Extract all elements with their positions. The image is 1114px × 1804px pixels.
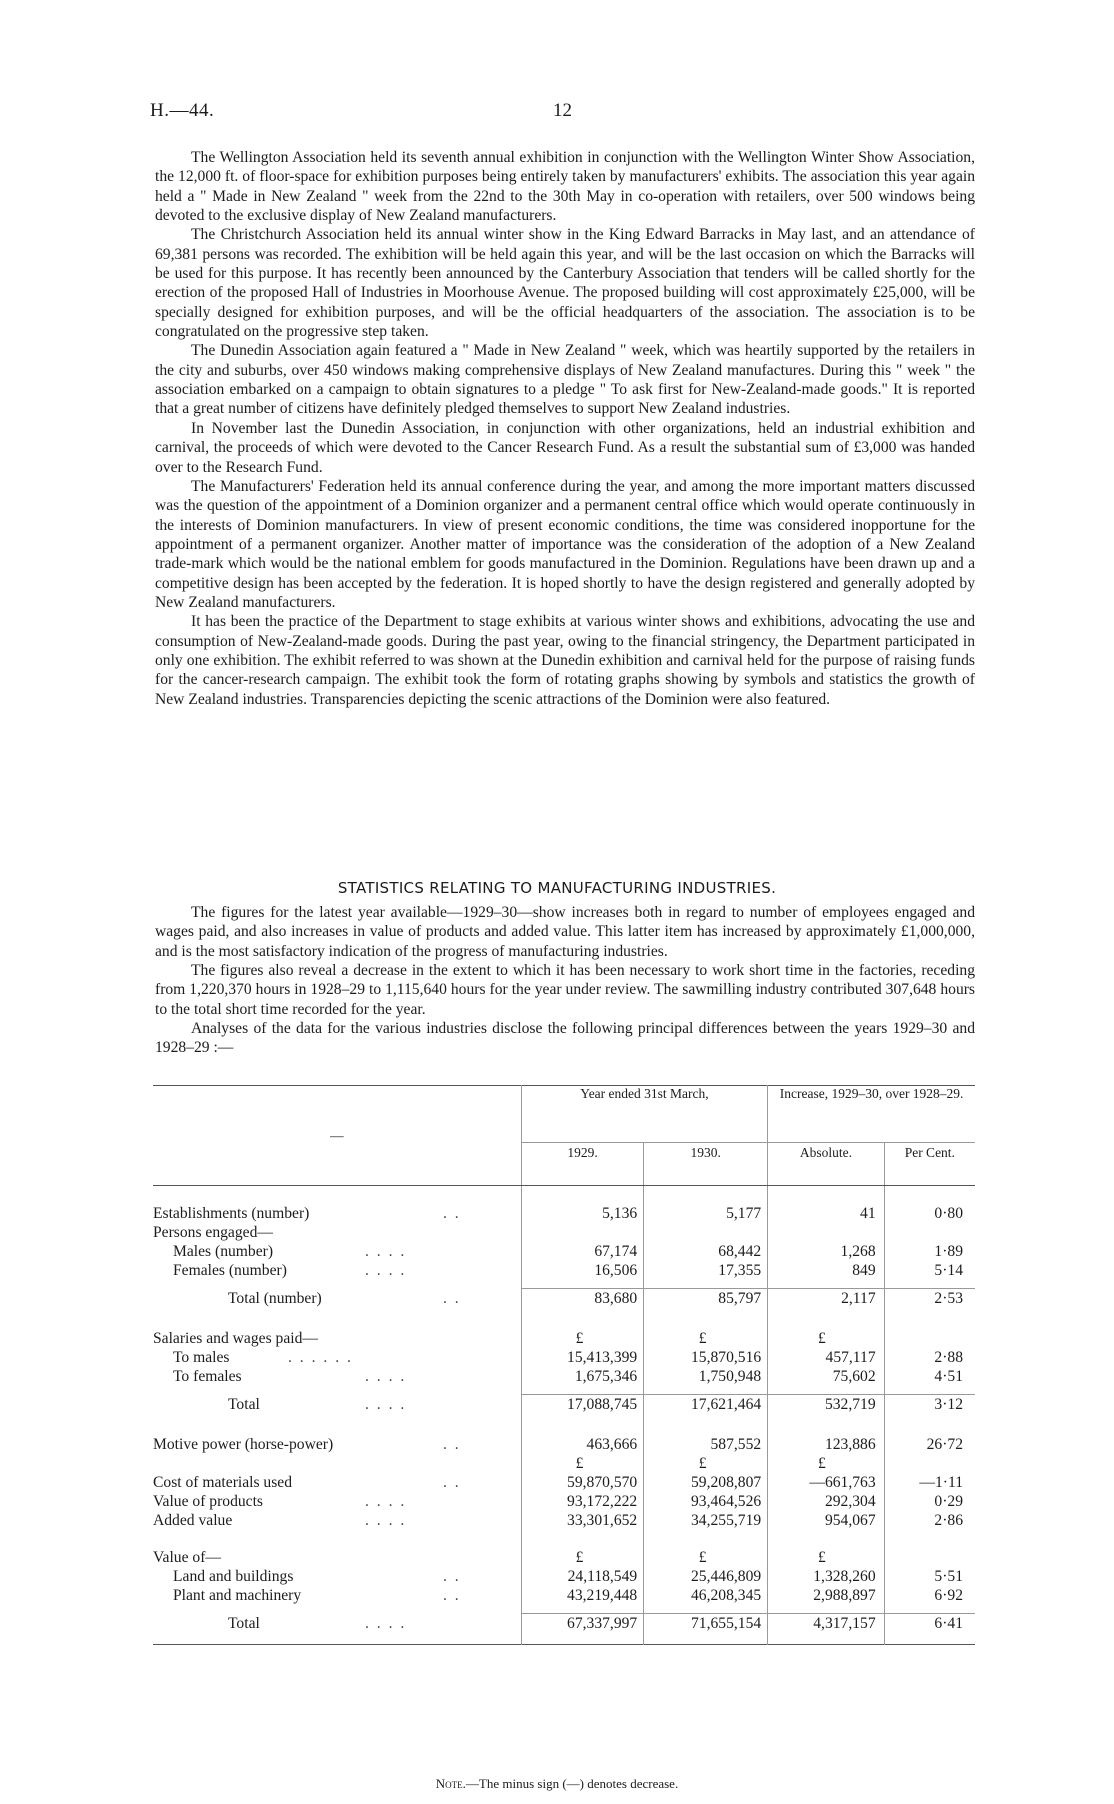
leader-dots: . . . . bbox=[365, 1243, 407, 1260]
cell-absolute: 954,067 bbox=[768, 1511, 884, 1530]
cell-percent: 3·12 bbox=[884, 1395, 975, 1418]
pound-sign: £ bbox=[521, 1454, 643, 1473]
cell-1929: 16,506 bbox=[521, 1261, 643, 1280]
pound-sign: £ bbox=[644, 1329, 768, 1348]
row-label: Females (number) bbox=[173, 1262, 287, 1279]
table-row bbox=[153, 1367, 975, 1386]
leader-dots: . . . . . . bbox=[288, 1349, 353, 1366]
cell-percent: 6·41 bbox=[884, 1614, 975, 1637]
col-1930: 1930. bbox=[644, 1143, 768, 1186]
cell-1930: 85,797 bbox=[644, 1289, 768, 1312]
cell-absolute: 2,988,897 bbox=[768, 1586, 884, 1605]
col-absolute: Absolute. bbox=[768, 1143, 884, 1186]
row-label: Males (number) bbox=[173, 1243, 274, 1260]
paragraph-short-time: The figures also reveal a decrease in the extent to which it has been necessary to work short time in the factories, receding from 1,220,370 hours in 1928–29 to 1,115,640 hours for the year under review. The sawmilling industry contributed 307,648 hours to the total short time recorded for the year. bbox=[155, 962, 975, 1018]
cell-1930: 25,446,809 bbox=[644, 1567, 768, 1586]
cell-absolute: 532,719 bbox=[768, 1395, 884, 1418]
paragraph-department: It has been the practice of the Department to stage exhibits at various winter shows and exhibitions, advocating the use and consumption of New-Zealand-made goods. During the past year, owing to the financial stringency, the Department participated in only one exhibition. The exhibit referred to was shown at the Dunedin exhibition and carnival held for the purpose of raising funds for the cancer-research campaign. The exhibit took the form of rotating graphs showing by symbols and statistics the growth of New Zealand industries. Transparencies depicting the scenic attractions of the Dominion were also featured. bbox=[155, 613, 975, 708]
cell-percent: 26·72 bbox=[884, 1435, 975, 1454]
pound-sign: £ bbox=[768, 1329, 884, 1348]
manufacturing-statistics-table bbox=[153, 1085, 975, 1645]
page-number: 12 bbox=[553, 100, 572, 121]
cell-absolute: 41 bbox=[768, 1204, 884, 1223]
cell-1929: 67,337,997 bbox=[521, 1614, 643, 1637]
leader-dots: . . bbox=[443, 1289, 461, 1307]
table-row bbox=[153, 1586, 975, 1605]
table-row bbox=[153, 1511, 975, 1530]
row-label: To females bbox=[173, 1368, 242, 1385]
cell-percent: —1·11 bbox=[884, 1473, 975, 1492]
cell-absolute: 292,304 bbox=[768, 1492, 884, 1511]
table-row-total bbox=[153, 1395, 975, 1418]
increase-group-header: Increase, 1929–30, over 1928–29. bbox=[768, 1086, 975, 1143]
row-label: Persons engaged— bbox=[153, 1224, 273, 1241]
statistics-text bbox=[155, 903, 975, 1058]
report-code: H.—44. bbox=[150, 100, 215, 121]
cell-1929: 5,136 bbox=[521, 1204, 643, 1223]
cell-1929: 67,174 bbox=[521, 1242, 643, 1261]
cell-percent: 0·80 bbox=[884, 1204, 975, 1223]
leader-dots: . . bbox=[443, 1205, 461, 1222]
cell-1930: 1,750,948 bbox=[644, 1367, 768, 1386]
pound-sign: £ bbox=[644, 1548, 768, 1567]
cell-percent: 1·89 bbox=[884, 1242, 975, 1261]
body-text bbox=[155, 148, 975, 709]
leader-dots: . . . . bbox=[365, 1395, 407, 1413]
paragraph-figures: The figures for the latest year available—1929–30—show increases both in regard to number of employees engaged and wages paid, and also increases in value of products and added value. This latter item has increased by approximately £1,000,000, and is the most satisfactory indication of the progress of manufacturing industries. bbox=[155, 904, 975, 960]
paragraph-dunedin-carnival: In November last the Dunedin Association, in conjunction with other organizations, held an industrial exhibition and carnival, the proceeds of which were devoted to the Cancer Research Fund. As a result the substantial sum of £3,000 was handed over to the Research Fund. bbox=[155, 419, 975, 476]
note-label: Note. bbox=[435, 1776, 466, 1791]
cell-absolute: —661,763 bbox=[768, 1473, 884, 1492]
row-label: Plant and machinery bbox=[173, 1587, 302, 1604]
cell-percent: 5·51 bbox=[884, 1567, 975, 1586]
cell-1930: 93,464,526 bbox=[644, 1492, 768, 1511]
cell-1929: 463,666 bbox=[521, 1435, 643, 1454]
leader-dots: . . bbox=[443, 1587, 461, 1604]
row-label: Cost of materials used bbox=[153, 1474, 293, 1491]
cell-1929: 33,301,652 bbox=[521, 1511, 643, 1530]
cell-1929: 15,413,399 bbox=[521, 1348, 643, 1367]
cell-absolute: 123,886 bbox=[768, 1435, 884, 1454]
row-label: Total bbox=[228, 1614, 260, 1632]
cell-1929: 83,680 bbox=[521, 1289, 643, 1312]
row-label: Value of— bbox=[153, 1549, 221, 1566]
table-row bbox=[153, 1567, 975, 1586]
table-row bbox=[153, 1473, 975, 1492]
cell-percent: 4·51 bbox=[884, 1367, 975, 1386]
cell-1930: 46,208,345 bbox=[644, 1586, 768, 1605]
table-row bbox=[153, 1261, 975, 1280]
row-label: Salaries and wages paid— bbox=[153, 1330, 318, 1347]
row-label: Added value bbox=[153, 1512, 233, 1529]
table-row bbox=[153, 1348, 975, 1367]
cell-absolute: 457,117 bbox=[768, 1348, 884, 1367]
cell-absolute: 2,117 bbox=[768, 1289, 884, 1312]
cell-absolute: 1,268 bbox=[768, 1242, 884, 1261]
cell-1929: 43,219,448 bbox=[521, 1586, 643, 1605]
row-label: Total (number) bbox=[228, 1289, 322, 1307]
cell-1930: 587,552 bbox=[644, 1435, 768, 1454]
table-footnote bbox=[0, 1776, 1114, 1792]
stub-header: — bbox=[330, 1128, 344, 1143]
paragraph-federation: The Manufacturers' Federation held its annual conference during the year, and among the more important matters discussed was the question of the appointment of a Dominion organizer and a permanent central office which would operate continuously in the interests of Dominion manufacturers. In view of present economic conditions, the time was considered inopportune for the appointment of a permanent organizer. Another matter of importance was the consideration of the adoption of a New Zealand trade-mark which would be the national emblem for goods manufactured in the Dominion. Regulations have been drawn up and a competitive design has been accepted by the federation. It is hoped shortly to have the design registered and generally adopted by New Zealand manufacturers. bbox=[155, 477, 975, 611]
table-row-total bbox=[153, 1289, 975, 1312]
cell-percent: 2·53 bbox=[884, 1289, 975, 1312]
pound-sign: £ bbox=[521, 1548, 643, 1567]
row-label: Value of products bbox=[153, 1493, 263, 1510]
table-row bbox=[153, 1204, 975, 1223]
pound-sign: £ bbox=[644, 1454, 768, 1473]
cell-percent: 2·88 bbox=[884, 1348, 975, 1367]
leader-dots: . . bbox=[443, 1568, 461, 1585]
cell-1930: 17,621,464 bbox=[644, 1395, 768, 1418]
col-1929: 1929. bbox=[521, 1143, 643, 1186]
cell-1930: 71,655,154 bbox=[644, 1614, 768, 1637]
leader-dots: . . . . bbox=[365, 1614, 407, 1632]
cell-1930: 15,870,516 bbox=[644, 1348, 768, 1367]
cell-1929: 24,118,549 bbox=[521, 1567, 643, 1586]
cell-percent: 6·92 bbox=[884, 1586, 975, 1605]
cell-percent: 2·86 bbox=[884, 1511, 975, 1530]
row-label: Land and buildings bbox=[173, 1568, 294, 1585]
table-row bbox=[153, 1242, 975, 1261]
cell-absolute: 75,602 bbox=[768, 1367, 884, 1386]
leader-dots: . . . . bbox=[365, 1262, 407, 1279]
cell-absolute: 849 bbox=[768, 1261, 884, 1280]
cell-1930: 5,177 bbox=[644, 1204, 768, 1223]
cell-1929: 17,088,745 bbox=[521, 1395, 643, 1418]
paragraph-analyses: Analyses of the data for the various industries disclose the following principal differences between the years 1929–30 and 1928–29 :— bbox=[155, 1020, 975, 1057]
cell-percent: 5·14 bbox=[884, 1261, 975, 1280]
pound-sign: £ bbox=[768, 1548, 884, 1567]
cell-absolute: 4,317,157 bbox=[768, 1614, 884, 1637]
cell-1930: 68,442 bbox=[644, 1242, 768, 1261]
cell-1929: 59,870,570 bbox=[521, 1473, 643, 1492]
leader-dots: . . . . bbox=[365, 1493, 407, 1510]
leader-dots: . . . . bbox=[365, 1512, 407, 1529]
pound-sign: £ bbox=[521, 1329, 643, 1348]
table-row bbox=[153, 1329, 975, 1348]
paragraph-christchurch: The Christchurch Association held its annual winter show in the King Edward Barracks in May last, and an attendance of 69,381 persons was recorded. The exhibition will be held again this year, and will be the last occasion on which the Barracks will be used for this purpose. It has recently been announced by the Canterbury Association that tenders will be called shortly for the erection of the proposed Hall of Industries in Moorhouse Avenue. The proposed building will cost approximately £25,000, will be specially designed for exhibition purposes, and will be the official headquarters of the association. The association is to be congratulated on the progressive step taken. bbox=[155, 226, 975, 341]
table-row bbox=[153, 1492, 975, 1511]
year-group-header: Year ended 31st March, bbox=[521, 1086, 767, 1143]
row-label: To males bbox=[173, 1349, 230, 1366]
row-label: Total bbox=[228, 1395, 260, 1413]
table-row-total bbox=[153, 1614, 975, 1637]
cell-1930: 34,255,719 bbox=[644, 1511, 768, 1530]
cell-1929: 1,675,346 bbox=[521, 1367, 643, 1386]
cell-1930: 59,208,807 bbox=[644, 1473, 768, 1492]
table-row bbox=[153, 1548, 975, 1567]
col-percent: Per Cent. bbox=[884, 1143, 975, 1186]
section-heading: STATISTICS RELATING TO MANUFACTURING INDUSTRIES. bbox=[337, 879, 777, 897]
row-label: Establishments (number) bbox=[153, 1205, 310, 1222]
leader-dots: . . bbox=[443, 1436, 461, 1453]
paragraph-wellington: The Wellington Association held its seventh annual exhibition in conjunction with the Wellington Winter Show Association, the 12,000 ft. of floor-space for exhibition purposes being entirely taken by manufacturers' exhibits. The association this year again held a " Made in New Zealand " week from the 22nd to the 30th May in co-operation with retailers, over 500 windows being devoted to the exclusive display of New Zealand manufacturers. bbox=[155, 149, 975, 225]
cell-percent: 0·29 bbox=[884, 1492, 975, 1511]
cell-1929: 93,172,222 bbox=[521, 1492, 643, 1511]
table-row bbox=[153, 1435, 975, 1454]
table-row bbox=[153, 1454, 975, 1473]
note-text: —The minus sign (—) denotes decrease. bbox=[465, 1776, 679, 1791]
leader-dots: . . bbox=[443, 1474, 461, 1491]
cell-1930: 17,355 bbox=[644, 1261, 768, 1280]
table-row bbox=[153, 1223, 975, 1242]
row-label: Motive power (horse-power) bbox=[153, 1436, 334, 1453]
paragraph-dunedin: The Dunedin Association again featured a " Made in New Zealand " week, which was heartily supported by the retailers in the city and suburbs, over 450 windows making comprehensive displays of New Zealand manufactures. During this " week " the association embarked on a campaign to obtain signatures to a pledge " To ask first for New-Zealand-made goods." It is reported that a great number of citizens have definitely pledged themselves to support New Zealand industries. bbox=[155, 342, 975, 418]
leader-dots: . . . . bbox=[365, 1368, 407, 1385]
cell-absolute: 1,328,260 bbox=[768, 1567, 884, 1586]
table-header-row bbox=[153, 1086, 975, 1143]
pound-sign: £ bbox=[768, 1454, 884, 1473]
